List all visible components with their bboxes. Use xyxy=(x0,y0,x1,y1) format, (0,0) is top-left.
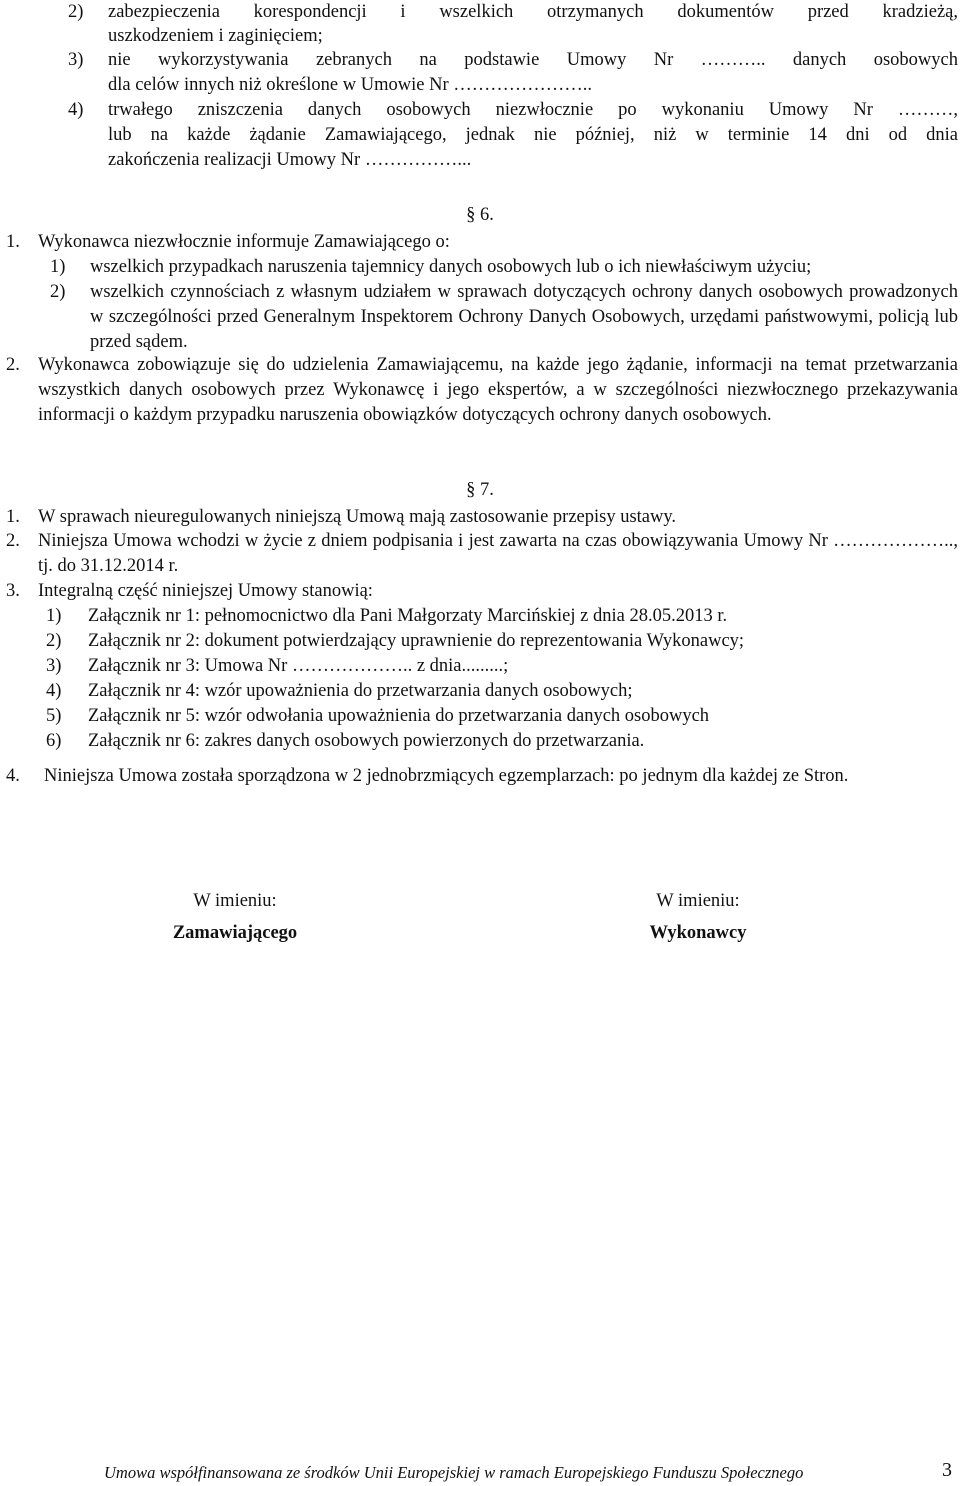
attachment-number: 2) xyxy=(46,631,62,651)
signature-label-left: W imieniu: xyxy=(193,891,277,911)
list-number: 4) xyxy=(68,100,84,120)
attachment-item: Załącznik nr 2: dokument potwierdzający uprawnienie do reprezentowania Wykonawcy; xyxy=(88,631,745,651)
paragraph-number: 3. xyxy=(6,581,20,601)
attachment-item: Załącznik nr 1: pełnomocnictwo dla Pani Małgorzaty Marcińskiej z dnia 28.05.2013 r. xyxy=(88,606,728,626)
paragraph-text: Niniejsza Umowa wchodzi w życie z dniem podpisania i jest zawarta na czas obowiązywania Umowy Nr ……………….., tj. do 31.12.2014 r. xyxy=(38,531,958,576)
paragraph-text: Integralną część niniejszej Umowy stanowią: xyxy=(38,581,373,601)
attachment-number: 1) xyxy=(46,606,62,626)
list-number: 2) xyxy=(50,282,66,302)
attachment-number: 5) xyxy=(46,706,62,726)
paragraph-text: W sprawach nieuregulowanych niniejszą Umową mają zastosowanie przepisy ustawy. xyxy=(38,507,677,527)
attachment-number: 4) xyxy=(46,681,62,701)
signature-party-left: Zamawiającego xyxy=(172,923,298,943)
attachment-item: Załącznik nr 5: wzór odwołania upoważnienia do przetwarzania danych osobowych xyxy=(88,706,710,726)
paragraph-number: 4. xyxy=(6,766,20,786)
paragraph-number: 2. xyxy=(6,531,20,551)
paragraph-number: 2. xyxy=(6,355,20,375)
attachment-item: Załącznik nr 4: wzór upoważnienia do przetwarzania danych osobowych; xyxy=(88,681,633,701)
paragraph-number: 1. xyxy=(6,507,20,527)
paragraph-text: Wykonawca zobowiązuje się do udzielenia Zamawiającemu, na każde jego żądanie, informacji na temat przetwarzania wszystkich danych osobowych przez Wykonawcę i jego ekspertów, a w szczególności niezwłocznego przekazywania informacji o każdym przypadku naruszenia obowiązków dotyczących ochrony danych osobowych. xyxy=(38,355,958,425)
list-number: 2) xyxy=(68,2,84,22)
section-heading: § 6. xyxy=(466,205,494,225)
list-item-text: zakończenia realizacji Umowy Nr ……………... xyxy=(108,150,472,170)
section-heading: § 7. xyxy=(466,480,494,500)
list-item-text: zabezpieczenia korespondencji i wszelkich otrzymanych dokumentów przed kradzieżą, xyxy=(108,2,958,22)
list-item-text: wszelkich czynnościach z własnym udziałem w sprawach dotyczących ochrony danych osobowych prowadzonych w szczególności przed Generalnym Inspektorem Ochrony Danych Osobowych, urzędami państwowymi, policją lub przed sądem. xyxy=(90,282,958,352)
list-item-text: nie wykorzystywania zebranych na podstawie Umowy Nr ……….. danych osobowych xyxy=(108,50,958,70)
attachment-item: Załącznik nr 3: Umowa Nr ……………….. z dnia.........; xyxy=(88,656,509,676)
attachment-number: 6) xyxy=(46,731,62,751)
list-item-text: wszelkich przypadkach naruszenia tajemnicy danych osobowych lub o ich niewłaściwym użyciu; xyxy=(90,257,812,277)
paragraph-text: Wykonawca niezwłocznie informuje Zamawiającego o: xyxy=(38,232,450,252)
signature-party-right: Wykonawcy xyxy=(649,923,747,943)
paragraph-number: 1. xyxy=(6,232,20,252)
attachment-item: Załącznik nr 6: zakres danych osobowych powierzonych do przetwarzania. xyxy=(88,731,645,751)
signature-label-right: W imieniu: xyxy=(656,891,740,911)
attachment-number: 3) xyxy=(46,656,62,676)
list-number: 3) xyxy=(68,50,84,70)
list-item-text: dla celów innych niż określone w Umowie Nr ………………….. xyxy=(108,75,592,95)
list-item-text: trwałego zniszczenia danych osobowych niezwłocznie po wykonaniu Umowy Nr ………, xyxy=(108,100,958,120)
page-footer: Umowa współfinansowana ze środków Unii Europejskiej w ramach Europejskiego Funduszu Społecznego xyxy=(104,1463,804,1482)
list-item-text: uszkodzeniem i zaginięciem; xyxy=(108,26,323,46)
paragraph-text: Niniejsza Umowa została sporządzona w 2 jednobrzmiących egzemplarzach: po jednym dla każdej ze Stron. xyxy=(44,766,849,786)
page-number: 3 xyxy=(942,1459,952,1481)
list-item-text: lub na każde żądanie Zamawiającego, jednak nie później, niż w terminie 14 dni od dnia xyxy=(108,125,958,145)
list-number: 1) xyxy=(50,257,66,277)
